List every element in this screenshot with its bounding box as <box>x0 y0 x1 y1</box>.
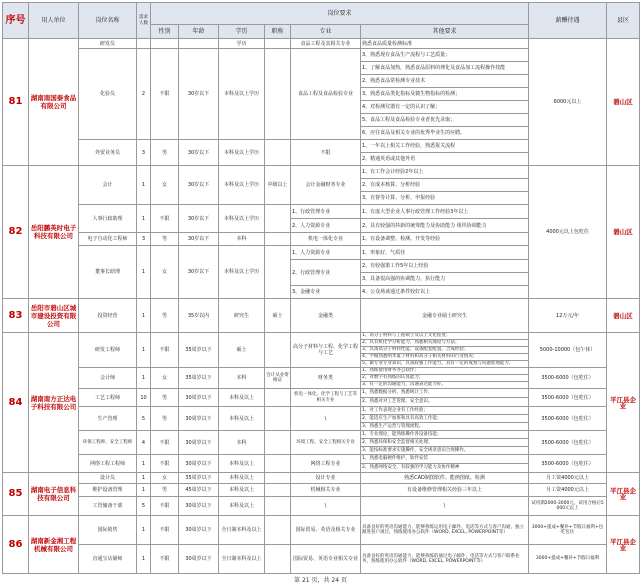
gender-82-4: 女 <box>151 246 179 299</box>
edu-81-1: 本科及以上学历 <box>219 49 265 140</box>
edu-84-2: 本科 <box>219 368 265 389</box>
count-83: 1 <box>137 299 151 333</box>
other-84-3-2: 2、熟悉对对工艺管理、安全意识。 <box>361 398 529 407</box>
other-84-5-3: 3、能按标准要求实施操作，安全规章意识合规操作。 <box>361 447 529 455</box>
count-81-2: 3 <box>137 140 151 166</box>
other-84-5-2: 2、熟悉环保和安全监督相关处理； <box>361 439 529 447</box>
gender-85-2: 男 <box>151 484 179 497</box>
other-81-1-2: 1、了解食品加热，熟悉食品原料的理化及食品加工流程操作技能 <box>361 62 529 75</box>
recruitment-table <box>2 2 640 574</box>
unit-82: 岳阳鹏英时电子科技有限公司 <box>29 166 79 299</box>
edu-86-1: 全日制本科及以上 <box>219 516 265 545</box>
major-84-1: 高分子材料与工程、化学工程与工艺 <box>291 333 361 368</box>
edu-83: 研究生 <box>219 299 265 333</box>
edu-84-3: 本科及以上 <box>219 389 265 407</box>
salary-85-1: 月工资4000元以上 <box>529 473 607 484</box>
gender-86-2: 不限 <box>151 545 179 574</box>
gender-84-2: 女 <box>151 368 179 389</box>
count-86-2: 1 <box>137 545 151 574</box>
salary-84-3: 3500-6000（包吃住） <box>529 389 607 407</box>
edu-85-1: 本科及以上 <box>219 473 265 484</box>
count-84-2: 1 <box>137 368 151 389</box>
other-85-1: 熟悉CAD制图软件、能画图纸、检测 <box>361 473 529 484</box>
post-85-3: 工管储备干部 <box>79 497 137 516</box>
header-district: 县区 <box>607 3 640 39</box>
header-title: 职称 <box>265 25 291 39</box>
other-82-1-1: 1、有工作会计经验2年以上 <box>361 166 529 179</box>
major-84-5: 环境工程、安全工程相关专业 <box>291 431 361 455</box>
post-82-4: 董事长助理 <box>79 246 137 299</box>
count-84-3: 10 <box>137 389 151 407</box>
major-82-2-2: 2、人力资源专业 <box>291 219 361 233</box>
other-84-6-1: 1、熟悉电脑硬件维护，软件安装 <box>361 455 529 464</box>
seq-86: 86 <box>3 516 29 574</box>
other-82-4-4: 4、公众场谈通过条件较好以上 <box>361 286 529 299</box>
count-86-1: 1 <box>137 516 151 545</box>
count-85-1: 1 <box>137 473 151 484</box>
age-82-3: 30岁以下 <box>179 233 219 246</box>
district-85: 平江县企业 <box>607 473 640 516</box>
unit-84: 湖南南方正达电子科技有限公司 <box>29 333 79 473</box>
other-81-2-2: 2、精通英语或其他外语 <box>361 153 529 166</box>
header-education: 学历 <box>219 25 265 39</box>
other-81-1-1: 3、熟悉现有食品生产流程与工艺质量； <box>361 49 529 62</box>
major-82-2-1: 1、行政管理专业 <box>291 205 361 219</box>
unit-86: 湖南新金湘工程机械有限公司 <box>29 516 79 574</box>
post-81-2: 外贸业务员 <box>79 140 137 166</box>
district-86: 平江县企业 <box>607 516 640 574</box>
other-81-1-4: 3、熟悉食品类化指标及微生物指标的检测； <box>361 88 529 101</box>
other-81-1-5: 4、对检测仪器有一定的认识了解； <box>361 101 529 114</box>
age-84-1: 35周岁以下 <box>179 333 219 368</box>
gender-85-1: 女 <box>151 473 179 484</box>
gender-86-1: 不限 <box>151 516 179 545</box>
edu-86-2: 全日制本科及以上 <box>219 545 265 574</box>
count-82-2: 1 <box>137 205 151 233</box>
count-84-6: 1 <box>137 455 151 473</box>
count-85-2: 1 <box>137 484 151 497</box>
age-84-3: 30周岁以下 <box>179 389 219 407</box>
major-82-1: 会计金融财务专业 <box>291 166 361 205</box>
age-85-2: 45周岁以下 <box>179 484 219 497</box>
post-86-1: 国际销售 <box>79 516 137 545</box>
other-84-1-3: 3、具备高分子材料性能、设备配套配置、合成经验； <box>361 347 529 354</box>
salary-83: 12万元/年 <box>529 299 607 333</box>
other-84-2-3: 3、有一定的沟通能力，沟通表达能力好。 <box>361 382 529 389</box>
other-84-6-2: 2、熟悉网络安全，有较强的学习能力及协作精神 <box>361 464 529 473</box>
edu-85-3: 本科及以上 <box>219 497 265 516</box>
post-84-1: 研发工程师 <box>79 333 137 368</box>
count-82-3: 3 <box>137 233 151 246</box>
major-81-2: 不限 <box>291 140 361 166</box>
age-82-4: 30岁以下 <box>179 246 219 299</box>
post-81-0: 研发员 <box>79 39 137 49</box>
edu-85-2: 本科及以上 <box>219 484 265 497</box>
district-83: 碧山区 <box>607 299 640 333</box>
post-85-1: 设计员 <box>79 473 137 484</box>
salary-81: 6000元以上 <box>529 39 607 166</box>
age-84-4: 30周岁以下 <box>179 407 219 431</box>
other-84-1-1: 1、高分子材料与工程硕士及以上文化程度； <box>361 333 529 340</box>
title-84-2: 会计从业资格证 <box>265 368 291 389</box>
major-86-1: 国际贸易、英语及相关专业 <box>291 516 361 545</box>
major-81-0: 食品工程及其相关专业 <box>291 39 361 49</box>
other-84-4-2: 2、能适应生产加班和具有高效工作能； <box>361 415 529 423</box>
other-85-3: \ <box>361 497 529 516</box>
gender-84-3: 男 <box>151 389 179 407</box>
post-84-3: 工艺工程师 <box>79 389 137 407</box>
other-84-1-5: 5、做专业专业知识，具备较强工作能力，具有一定的成熟与问题处理能力。 <box>361 361 529 368</box>
major-83: 金融类 <box>291 299 361 333</box>
major-86-2: 国际贸易、英语专业相关专业 <box>291 545 361 574</box>
title-83: 硕士 <box>265 299 291 333</box>
major-82-4-1: 1、人力资源专业 <box>291 246 361 260</box>
edu-84-5: 本科 <box>219 431 265 455</box>
other-82-1-2: 2、有成本核算、分析经验 <box>361 179 529 192</box>
other-84-4-3: 3、熟悉生产运营与管理流程。 <box>361 423 529 431</box>
gender-83: 男 <box>151 299 179 333</box>
other-82-4-2: 2、有较强策工作5年以上经验 <box>361 260 529 273</box>
edu-84-1: 硕士 <box>219 333 265 368</box>
header-salary: 薪酬待遇 <box>529 3 607 39</box>
gender-81-1: 不限 <box>151 49 179 140</box>
count-84-5: 4 <box>137 431 151 455</box>
edu-84-6: 本科及以上 <box>219 455 265 473</box>
title-82-1: 中级以上 <box>265 166 291 205</box>
header-requirements: 岗位要求 <box>151 3 529 25</box>
salary-84-1: 5000-10000（包午休） <box>529 333 607 368</box>
major-82-3: 机电一体化专业 <box>291 233 361 246</box>
other-84-1-4: 4、学做熟悉纳米量子材料和高分子相关材料的行业情况； <box>361 354 529 361</box>
salary-85-3: 试用期2000-3000元，试用合格后5000元以上 <box>529 497 607 516</box>
header-count: 需求人数 <box>137 3 151 39</box>
major-84-6: 网络工程专业 <box>291 455 361 473</box>
other-82-3-1: 1、有设备调整、检测、开发等经验 <box>361 233 529 246</box>
post-84-5: 环保工程师、安全工程师 <box>79 431 137 455</box>
other-82-4-3: 3、具备很高强的协调能力，执行能力 <box>361 273 529 286</box>
district-84: 平江县企业 <box>607 333 640 473</box>
other-86-2: 具备良好的英语沟通能力，能够熟练的通过电子邮件、电话等方式与客户联系业务，熟练使用办公软件（WORD, EXCEL, POWERPOINT等） <box>361 545 529 574</box>
other-81-1-3: 2、熟悉食品常检测专业技术 <box>361 75 529 88</box>
edu-82-4: 本科及以上学历 <box>219 246 265 299</box>
salary-85-2: 月工资4000元以上 <box>529 484 607 497</box>
header-gender: 性别 <box>151 25 179 39</box>
age-83: 35岁以内 <box>179 299 219 333</box>
post-84-2: 会计师 <box>79 368 137 389</box>
seq-84: 84 <box>3 333 29 473</box>
district-81: 碧山区 <box>607 39 640 166</box>
edu-82-1: 本科及以上学历 <box>219 166 265 205</box>
post-86-2: 直通宝店铺师 <box>79 545 137 574</box>
salary-86-1: 3000+提成+餐补+节假日福利+包吃包住 <box>529 516 607 545</box>
major-85-1: 设计专业 <box>291 473 361 484</box>
edu-84-4: 本科及以上 <box>219 407 265 431</box>
unit-81: 湖南南国泰食品有限公司 <box>29 39 79 166</box>
major-81-1: 食品工程及食品检验专业 <box>291 49 361 140</box>
gender-85-3: 不限 <box>151 497 179 516</box>
other-81-1-7: 6、应往食品及相关专业的优秀毕业生的应聘。 <box>361 127 529 140</box>
count-82-4: 1 <box>137 246 151 299</box>
header-major: 专业 <box>291 25 361 39</box>
salary-84-4: 3500-6000（包吃住） <box>529 407 607 431</box>
header-unit: 用人单位 <box>29 3 79 39</box>
age-86-2: 30周岁以下 <box>179 545 219 574</box>
other-81-0: 熟悉食品质量检测标准 <box>361 39 529 49</box>
edu-81-0: 学历 <box>219 39 265 49</box>
other-84-2-1: 1、熟练使用财务办公软件； <box>361 368 529 375</box>
unit-85: 湖南电子信息科技有限公司 <box>29 473 79 516</box>
other-82-1-3: 3、有督等计算、分析、申报经验 <box>361 192 529 205</box>
gender-82-2: 不限 <box>151 205 179 233</box>
gender-84-6: 不限 <box>151 455 179 473</box>
other-82-2-1: 1、有虚大型企业人事行政管理工作经验3年以上 <box>361 205 529 219</box>
header-other: 其他要求 <box>361 25 529 39</box>
other-84-2-2: 2、对数字有熟练的认真能力； <box>361 375 529 382</box>
header-seq: 序号 <box>3 3 29 39</box>
major-85-2: 机械相关专业 <box>291 484 361 497</box>
post-82-2: 人事行政助理 <box>79 205 137 233</box>
major-82-4-3: 3、金融专业 <box>291 286 361 299</box>
other-84-3-1: 1、熟悉数据分析、熟悉统计工作； <box>361 389 529 398</box>
header-age: 年龄 <box>179 25 219 39</box>
salary-84-6: 3500-6000（包吃住） <box>529 455 607 473</box>
edu-82-3: 本科 <box>219 233 265 246</box>
age-82-1: 30岁以下 <box>179 166 219 205</box>
gender-82-1: 女 <box>151 166 179 205</box>
other-83: 金融专业硕士研究生 <box>361 299 529 333</box>
page-footer: 第 21 页，共 24 页 <box>294 577 347 584</box>
major-85-3: \ <box>291 497 361 516</box>
salary-82: 4000元以上包吃住 <box>529 166 607 299</box>
major-84-3: 机电一体化、化学工程与工艺等相关专业 <box>291 389 361 407</box>
gender-84-5: 不限 <box>151 431 179 455</box>
other-82-4-1: 1、形象好，气质佳 <box>361 246 529 260</box>
header-post: 岗位名称 <box>79 3 137 39</box>
post-82-3: 电子自动化工程师 <box>79 233 137 246</box>
seq-82: 82 <box>3 166 29 299</box>
major-84-2: 财务类 <box>291 368 361 389</box>
age-82-2: 30岁以下 <box>179 205 219 233</box>
other-81-2-1: 1、一年以上相关工作经验，熟悉报关流程 <box>361 140 529 153</box>
other-85-2: 有设备维修管理相关经验三年以上 <box>361 484 529 497</box>
post-84-4: 生产管理 <box>79 407 137 431</box>
age-85-1: 35周岁以下 <box>179 473 219 484</box>
major-82-4-2: 2、行政管理专业 <box>291 260 361 286</box>
age-86-1: 30周岁以下 <box>179 516 219 545</box>
seq-83: 83 <box>3 299 29 333</box>
post-82-1: 会计 <box>79 166 137 205</box>
edu-82-2: 本科及以上学历 <box>219 205 265 233</box>
edu-81-2: 本科及以上学历 <box>219 140 265 166</box>
post-83: 投资经营 <box>79 299 137 333</box>
age-81-1: 30岁以下 <box>179 49 219 140</box>
count-84-1: 1 <box>137 333 151 368</box>
gender-81-2: 男 <box>151 140 179 166</box>
seq-81: 81 <box>3 39 29 166</box>
unit-83: 岳阳市碧山区城市建设投资有限公司 <box>29 299 79 333</box>
count-84-4: 5 <box>137 407 151 431</box>
other-84-5-1: 1、专业理论，能熟练操作各设备技能； <box>361 431 529 439</box>
major-84-4: \ <box>291 407 361 431</box>
other-86-1: 具备良好的英语沟通能力、能够熟练运用电子邮件、电话等方式与客户沟通、独立跟进客户项目，熟练使用办公软件（WORD, EXCEL, POWERPOINT等） <box>361 516 529 545</box>
count-85-3: 5 <box>137 497 151 516</box>
other-84-4-1: 1、对工作表现企业有工作经验； <box>361 407 529 415</box>
seq-85: 85 <box>3 473 29 516</box>
post-84-6: 网络工程工程师 <box>79 455 137 473</box>
count-82-1: 1 <box>137 166 151 205</box>
age-84-5: 30周岁以下 <box>179 431 219 455</box>
salary-84-5: 3500-6000（包吃住） <box>529 431 607 455</box>
age-84-6: 30周岁以下 <box>179 455 219 473</box>
other-84-1-2: 2、具有机化学分析能力，熟悉相关理论与方法； <box>361 340 529 347</box>
gender-84-4: 男 <box>151 407 179 431</box>
age-84-2: 35周岁以下 <box>179 368 219 389</box>
district-82: 碧山区 <box>607 166 640 299</box>
post-81-1: 化验员 <box>79 49 137 140</box>
other-82-2-2: 2、具有较强的抖新的统筹能力及协助能力 组织协调能力 <box>361 219 529 233</box>
gender-84-1: 不限 <box>151 333 179 368</box>
salary-86-2: 3000+提成+餐补+节假日福利 <box>529 545 607 574</box>
salary-84-2: 3500-6000（包吃住） <box>529 368 607 389</box>
age-81-2: 30岁以下 <box>179 140 219 166</box>
count-81-1: 2 <box>137 49 151 140</box>
post-85-2: 维护设备管理 <box>79 484 137 497</box>
other-81-1-6: 5、食品工程及食品检验专业者优先录取； <box>361 114 529 127</box>
age-85-3: 30周岁以下 <box>179 497 219 516</box>
gender-82-3: 男 <box>151 233 179 246</box>
